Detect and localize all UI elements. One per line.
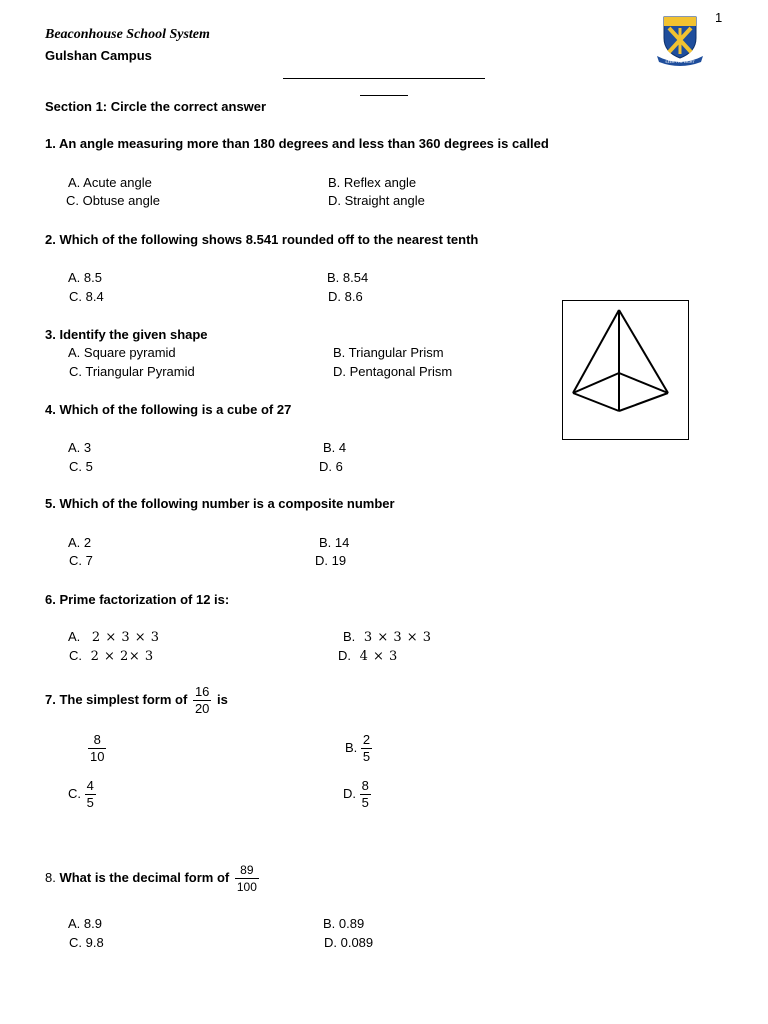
q6-option-a-letter: A. (68, 629, 81, 644)
question-7 (45, 684, 228, 717)
q7-option-b[interactable] (345, 732, 372, 765)
q6-option-a[interactable] (68, 629, 160, 645)
q7-option-b-fraction (361, 732, 372, 765)
question-1: 1. An angle measuring more than 180 degrees and less than 360 degrees is called (45, 136, 549, 151)
class-line[interactable] (360, 95, 408, 96)
triangular-pyramid-icon (563, 301, 688, 439)
q7a-num: 8 (93, 732, 101, 747)
q7b-num: 2 (362, 732, 371, 747)
q7-denominator: 20 (194, 701, 210, 716)
q1-option-b[interactable]: B. Reflex angle (328, 175, 417, 190)
q2-option-d[interactable]: D. 8.6 (328, 289, 363, 304)
q6-option-a-expression: 2 × 3 × 3 (91, 630, 160, 645)
q7c-num: 4 (86, 778, 94, 793)
q7-option-b-letter: B. (345, 739, 358, 755)
q6-option-c[interactable] (69, 648, 154, 664)
q7c-den: 5 (86, 795, 94, 810)
pyramid-figure (562, 300, 689, 440)
q7-option-d[interactable] (343, 778, 371, 811)
q1-option-d[interactable]: D. Straight angle (328, 193, 425, 208)
q6-option-d[interactable] (338, 648, 398, 664)
q1-option-c[interactable]: C. Obtuse angle (66, 193, 160, 208)
q7-option-a-fraction (88, 732, 106, 765)
q7d-den: 5 (361, 795, 369, 810)
q7-text-end: is (217, 691, 228, 707)
q5-option-c[interactable]: C. 7 (69, 553, 93, 568)
q8-option-b[interactable]: B. 0.89 (323, 916, 365, 931)
q6-option-d-letter: D. (338, 648, 351, 663)
q8-option-c[interactable]: C. 9.8 (69, 935, 104, 950)
q3-option-c[interactable]: C. Triangular Pyramid (69, 364, 195, 379)
q3-option-d[interactable]: D. Pentagonal Prism (333, 364, 453, 379)
q5-option-a[interactable]: A. 2 (68, 535, 92, 550)
q7-text: 7. The simplest form of (45, 691, 188, 707)
q4-option-b[interactable]: B. 4 (323, 440, 347, 455)
q6-option-d-expression: 4 × 3 (359, 649, 398, 664)
question-5: 5. Which of the following number is a composite number (45, 496, 395, 511)
q4-option-a[interactable]: A. 3 (68, 440, 92, 455)
question-8 (45, 862, 259, 895)
question-6: 6. Prime factorization of 12 is: (45, 592, 230, 607)
q6-option-b-letter: B. (343, 629, 356, 644)
q8-option-d[interactable]: D. 0.089 (324, 935, 374, 950)
q7-option-c-letter: C. (68, 785, 81, 801)
q2-option-b[interactable]: B. 8.54 (327, 270, 369, 285)
q1-option-a[interactable]: A. Acute angle (68, 175, 152, 190)
q6-option-c-expression: 2 × 2× 3 (90, 649, 154, 664)
q2-option-c[interactable]: C. 8.4 (69, 289, 104, 304)
question-4: 4. Which of the following is a cube of 27 (45, 402, 292, 417)
q3-option-b[interactable]: B. Triangular Prism (333, 345, 444, 360)
q7a-den: 10 (90, 749, 105, 764)
q6-option-b[interactable] (343, 629, 432, 645)
q7-option-c[interactable] (68, 778, 96, 811)
q7-option-d-fraction (360, 778, 371, 811)
q8-number: 8. (45, 869, 56, 885)
q5-option-d[interactable]: D. 19 (315, 553, 347, 568)
q7-option-a[interactable] (88, 732, 106, 765)
page-number: 1 (715, 10, 723, 25)
logo-motto: SEEK THE LIGHT (665, 60, 695, 64)
q7b-den: 5 (362, 749, 371, 764)
q5-option-b[interactable]: B. 14 (319, 535, 350, 550)
q7-numerator: 16 (194, 684, 210, 699)
q8-numerator: 89 (240, 863, 254, 877)
q8-denominator: 100 (236, 880, 257, 894)
q4-option-d[interactable]: D. 6 (319, 459, 343, 474)
q7-fraction (193, 684, 211, 717)
q7d-num: 8 (361, 778, 369, 793)
campus-name: Gulshan Campus (45, 48, 152, 63)
question-2: 2. Which of the following shows 8.541 rounded off to the nearest tenth (45, 232, 479, 247)
q6-option-c-letter: C. (69, 648, 82, 663)
question-3: 3. Identify the given shape (45, 327, 208, 342)
q8-fraction (235, 862, 259, 895)
section-title: Section 1: Circle the correct answer (45, 99, 267, 114)
q7-option-d-letter: D. (343, 785, 356, 801)
q3-option-a[interactable]: A. Square pyramid (68, 345, 176, 360)
name-line[interactable] (283, 78, 485, 79)
school-crest-logo (655, 14, 705, 66)
q2-option-a[interactable]: A. 8.5 (68, 270, 102, 285)
q4-option-c[interactable]: C. 5 (69, 459, 93, 474)
q6-option-b-expression: 3 × 3 × 3 (363, 630, 432, 645)
school-name: Beaconhouse School System (45, 27, 210, 42)
q7-option-c-fraction (85, 778, 96, 811)
q8-option-a[interactable]: A. 8.9 (68, 916, 102, 931)
q8-text: What is the decimal form of (59, 869, 230, 885)
